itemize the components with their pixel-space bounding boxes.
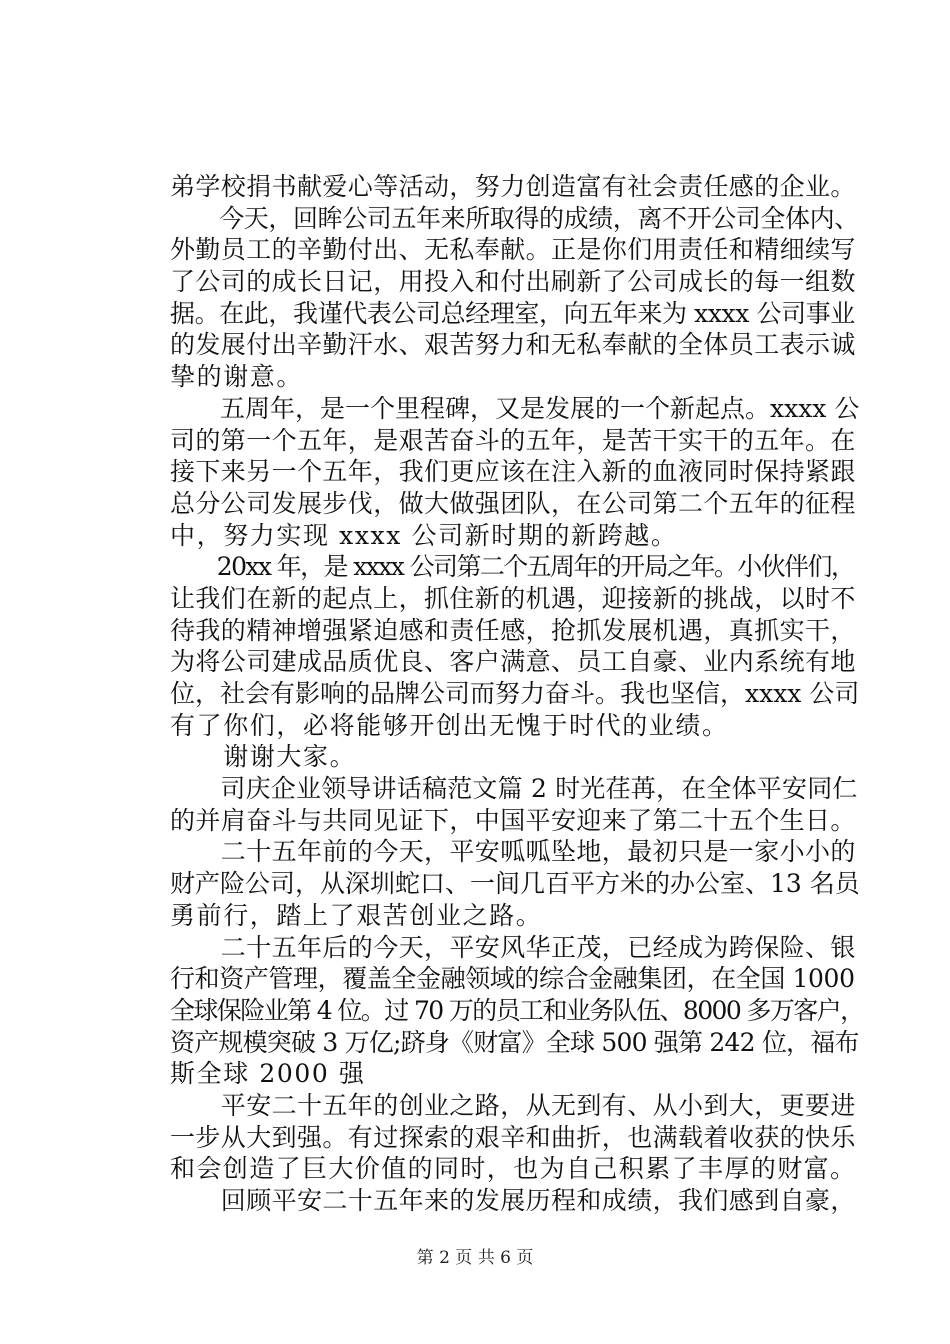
text-line: 斯全球 2000 强	[170, 1059, 366, 1089]
text-line: 资产规模突破 3 万亿;跻身《财富》全球 500 强第 242 位，福布	[170, 1027, 859, 1057]
text-line: 据。在此，我谨代表公司总经理室，向五年来为 xxxx 公司事业	[170, 298, 855, 328]
text-line: 中，努力实现 xxxx 公司新时期的新跨越。	[170, 520, 678, 550]
text-line: 谢谢大家。	[170, 742, 357, 772]
text-line: 回顾平安二十五年来的发展历程和成绩，我们感到自豪，	[170, 1186, 856, 1215]
text-line: 外勤员工的辛勤付出、无私奉献。正是你们用责任和精细续写	[170, 235, 856, 265]
text-line: 弟学校捐书献爱心等活动，努力创造富有社会责任感的企业。	[170, 172, 856, 201]
text-line: 的并肩奋斗与共同见证下，中国平安迎来了第二十五个生日。	[170, 805, 856, 835]
text-line: 有了你们，必将能够开创出无愧于时代的业绩。	[170, 710, 729, 740]
text-line: 二十五年前的今天，平安呱呱坠地，最初只是一家小小的	[170, 837, 856, 867]
text-line: 司庆企业领导讲话稿范文篇 2 时光荏苒，在全体平安同仁	[170, 774, 858, 804]
text-line: 司的第一个五年，是艰苦奋斗的五年，是苦干实干的五年。在	[170, 425, 856, 455]
text-line: 二十五年后的今天，平安风华正茂，已经成为跨保险、银	[170, 932, 856, 962]
text-line: 勇前行，踏上了艰苦创业之路。	[170, 900, 543, 930]
document-body	[170, 171, 864, 1217]
text-line: 为将公司建成品质优良、客户满意、员工自豪、业内系统有地	[170, 647, 856, 677]
text-line: 一步从大到强。有过探索的艰辛和曲折，也满载着收获的快乐	[170, 1122, 856, 1152]
text-line: 全球保险业第 4 位。过 70 万的员工和业务队伍、8000 多万客户，	[170, 995, 864, 1025]
text-line: 挚的谢意。	[170, 362, 304, 392]
text-line: 的发展付出辛勤汗水、艰苦努力和无私奉献的全体员工表示诚	[170, 330, 856, 360]
text-line: 了公司的成长日记，用投入和付出刷新了公司成长的每一组数	[170, 267, 856, 297]
text-line: 平安二十五年的创业之路，从无到有、从小到大，更要进	[170, 1090, 856, 1120]
text-line: 五周年，是一个里程碑，又是发展的一个新起点。xxxx 公	[170, 393, 860, 423]
page-number-footer: 第 2 页 共 6 页	[416, 1248, 534, 1268]
text-line: 今天，回眸公司五年来所取得的成绩，离不开公司全体内、	[170, 203, 859, 233]
text-line: 财产险公司，从深圳蛇口、一间几百平方米的办公室、13 名员	[170, 869, 860, 899]
text-line: 位，社会有影响的品牌公司而努力奋斗。我也坚信，xxxx 公司	[170, 679, 860, 708]
text-line: 让我们在新的起点上，抓住新的机遇，迎接新的挑战，以时不	[170, 583, 856, 613]
text-line: 待我的精神增强紧迫感和责任感，抢抓发展机遇，真抓实干，	[170, 615, 856, 645]
text-line: 接下来另一个五年，我们更应该在注入新的血液同时保持紧跟	[170, 457, 856, 487]
text-line: 和会创造了巨大价值的同时，也为自己积累了丰厚的财富。	[170, 1154, 857, 1184]
text-line: 20xx 年，是 xxxx 公司第二个五周年的开局之年。小伙伴们，	[170, 552, 855, 582]
text-line: 行和资产管理，覆盖全金融领域的综合金融集团，在全国 1000	[170, 964, 855, 994]
text-line: 总分公司发展步伐，做大做强团队，在公司第二个五年的征程	[170, 488, 856, 518]
